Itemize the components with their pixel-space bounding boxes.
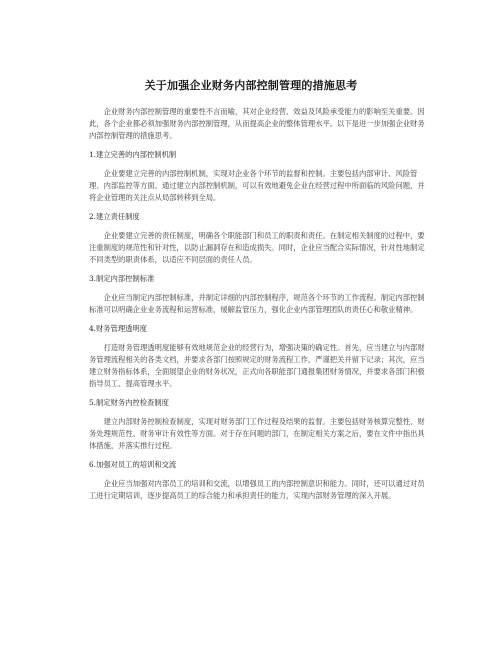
section-3-paragraph: 企业应当制定内部控制标准，并制定详细的内部控制程序，规范各个环节的工作流程。制定内部控制标准可以明确企业业务流程和运营标准，缓解监管压力，强化企业内部管理团队的责任心和敬业精神。 — [89, 293, 425, 314]
section-6-paragraph: 企业应当加强对内部员工的培训和交流，以增强员工的内部控制意识和能力。同时，还可以通过对员工进行定期培训，逐步提高员工的综合能力和承担责任的能力，实现内部财务管理的深入开展。 — [89, 479, 425, 500]
section-4-heading: 4.财务管理透明度 — [89, 324, 148, 333]
section-1-paragraph: 企业要建立完善的内部控制机制，实现对企业各个环节的监督和控制。主要包括内部审计、风险管理、内部监控等方面。通过建立内部控制机制，可以有效地避免企业在经营过程中所面临的风险问题，并将企业管理的关注点从局部转移到全局。 — [89, 169, 425, 202]
document-body — [89, 106, 431, 509]
section-1-heading: 1.建立完善的内部控制机制 — [89, 150, 177, 159]
section-6-heading: 6.加强对员工的培训和交流 — [89, 460, 177, 469]
section-5-heading: 5.制定财务内控检查制度 — [89, 398, 169, 407]
section-5-paragraph: 建立内部财务控制检查制度，实现对财务部门工作过程及结果的监督。主要包括财务核算完整性、财务处理规范性、财务审计有效性等方面。对于存在问题的部门，在制定相关方案之后，要在文件中指出具体措施，并落实推行过程。 — [89, 417, 425, 450]
section-2-paragraph: 企业要建立完善的责任制度，明确各个职能部门和员工的职责和责任。在制定相关制度的过程中，要注重制度的规范性和针对性，以防止漏洞存在和造成损失。同时，企业应当配合实际情况，针对性地制定不同类型的职责体系，以适应不同层面的责任人员。 — [89, 231, 425, 264]
document-title: 关于加强企业财务内部控制管理的措施思考 — [144, 79, 358, 92]
section-2-heading: 2.建立责任制度 — [89, 212, 140, 221]
intro-paragraph: 企业财务内部控制管理的重要性不言而喻，其对企业经营、效益及风险承受能力的影响至关重要。因此，各个企业都必须加强财务内部控制管理，从而提高企业的整体管理水平。以下是进一步加强企业财务内部控制管理的措施思考。 — [89, 107, 425, 140]
section-4-paragraph: 打造财务管理透明度能够有效地规范企业的经营行为，增强决策的确定性。首先，应当建立与内部财务管理流程相关的各类文档，并要求各部门按照规定的财务流程工作，严谨把关并留下记录；其次，应当建立财务指标体系，全面展望企业的财务状况，正式向各职能部门通报集团财务情况，并要求各部门积极指导员工、提高管理水平。 — [89, 343, 425, 388]
section-3-heading: 3.制定内部控制标准 — [89, 274, 155, 283]
